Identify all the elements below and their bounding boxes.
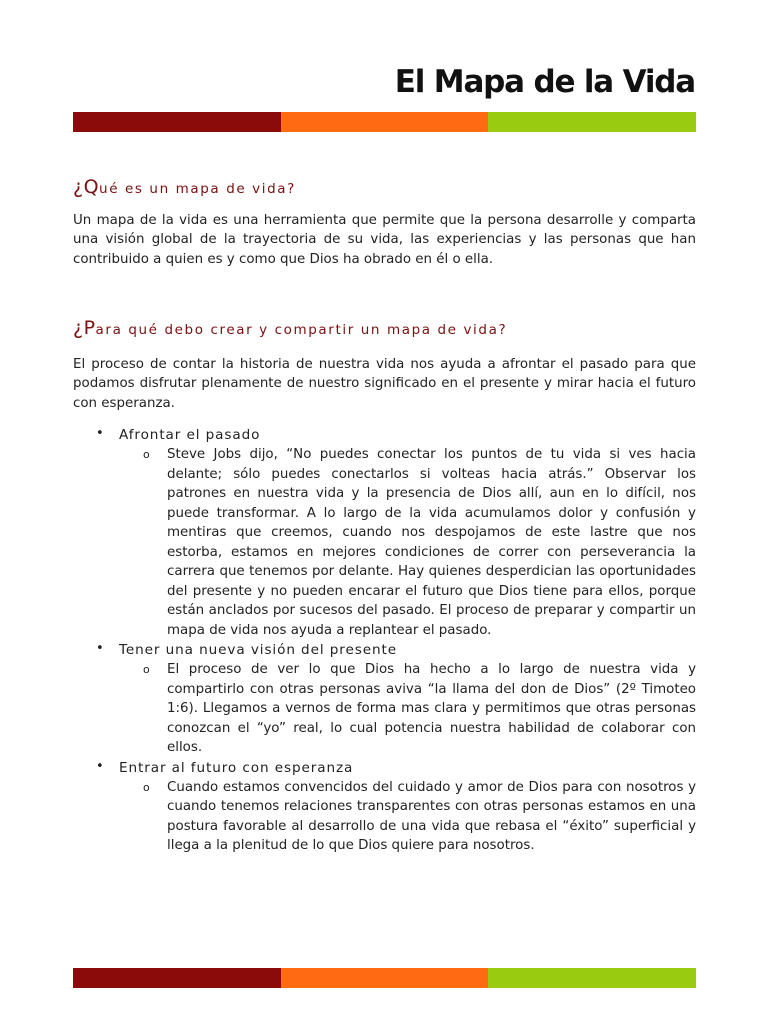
bar-segment-green	[488, 112, 696, 132]
circle-bullet-icon: o	[143, 780, 150, 794]
section-heading-why	[73, 317, 507, 339]
bar-segment-orange	[281, 968, 489, 988]
sub-list	[119, 660, 696, 758]
bar-segment-orange	[281, 112, 489, 132]
section-heading-what-is	[73, 176, 296, 198]
heading-initial: ¿P	[73, 317, 96, 339]
circle-bullet-icon: o	[143, 663, 150, 676]
bar-segment-red	[73, 968, 281, 988]
heading-initial: ¿Q	[73, 176, 100, 198]
sub-list-text: Steve Jobs dijo, “No puedes conectar los puntos de tu vida si ves hacia delante; sólo puedes conectarlos si volteas hacia atrás.” Observar los patrones en nuestra vida y la presencia de Dios allí, aun en lo difícil, nos puede transformar. A lo largo de la vida acumulamos dolor y confusión y mentiras que creemos, cuando nos despojamos de este lastre que nos estorba, estamos en mejores condiciones de correr con perseverancia la carrera que tenemos por delante. Hay quienes desperdician las oportunidades del presente y no pueden encarar el futuro que Dios tiene para ellos, porque están anclados por sucesos del pasado. El proceso de preparar y compartir un mapa de vida nos ayuda a replantear el pasado.	[167, 447, 696, 638]
list-item	[73, 640, 696, 758]
bar-segment-red	[73, 112, 281, 132]
circle-bullet-icon: o	[143, 448, 150, 461]
bullet-icon: •	[96, 758, 104, 774]
sub-list-item	[119, 660, 696, 758]
sub-list-text: Cuando estamos convencidos del cuidado y amor de Dios para con nosotros y cuando tenemos relaciones transparentes con otras personas estamos en una postura favorable al desarrollo de una vida que rebasa el “éxito” superficial y llega a la plenitud de lo que Dios quiere para nosotros.	[167, 779, 696, 853]
reasons-list	[73, 425, 696, 856]
bar-segment-green	[488, 968, 696, 988]
color-bar-top	[73, 112, 696, 132]
definition-paragraph: Un mapa de la vida es una herramienta que permite que la persona desarrolle y comparta una visión global de la trayectoria de su vida, las experiencias y las personas que han contribuido a quien es y como que Dios ha obrado en él o ella.	[73, 213, 696, 267]
list-item-title: Entrar al futuro con esperanza	[119, 759, 354, 776]
list-item	[73, 425, 696, 640]
sub-list-item	[119, 445, 696, 640]
sub-list-text: El proceso de ver lo que Dios ha hecho a lo largo de nuestra vida y compartirlo con otras personas aviva “la llama del don de Dios” (2º Timoteo 1:6). Llegamos a vernos de forma mas clara y permitimos que otras personas conozcan el “yo” real, lo cual potencia nuestra habilidad de colaborar con ellos.	[167, 662, 696, 755]
sub-list-item	[119, 778, 696, 856]
heading-text: ué es un mapa de vida?	[99, 181, 296, 197]
intro-paragraph: El proceso de contar la historia de nuestra vida nos ayuda a afrontar el pasado para que podamos disfrutar plenamente de nuestro significado en el presente y mirar hacia el futuro con esperanza.	[73, 357, 696, 411]
color-bar-bottom	[73, 968, 696, 988]
sub-list	[119, 778, 696, 856]
heading-text: ara qué debo crear y compartir un mapa de vida?	[95, 322, 508, 338]
bullet-icon: •	[96, 426, 104, 441]
bullet-icon: •	[96, 641, 104, 656]
sub-list	[119, 445, 696, 640]
list-item	[73, 758, 696, 856]
document-title: El Mapa de la Vida	[394, 64, 695, 100]
list-item-title: Afrontar el pasado	[119, 427, 261, 443]
list-item-title: Tener una nueva visión del presente	[119, 642, 397, 658]
